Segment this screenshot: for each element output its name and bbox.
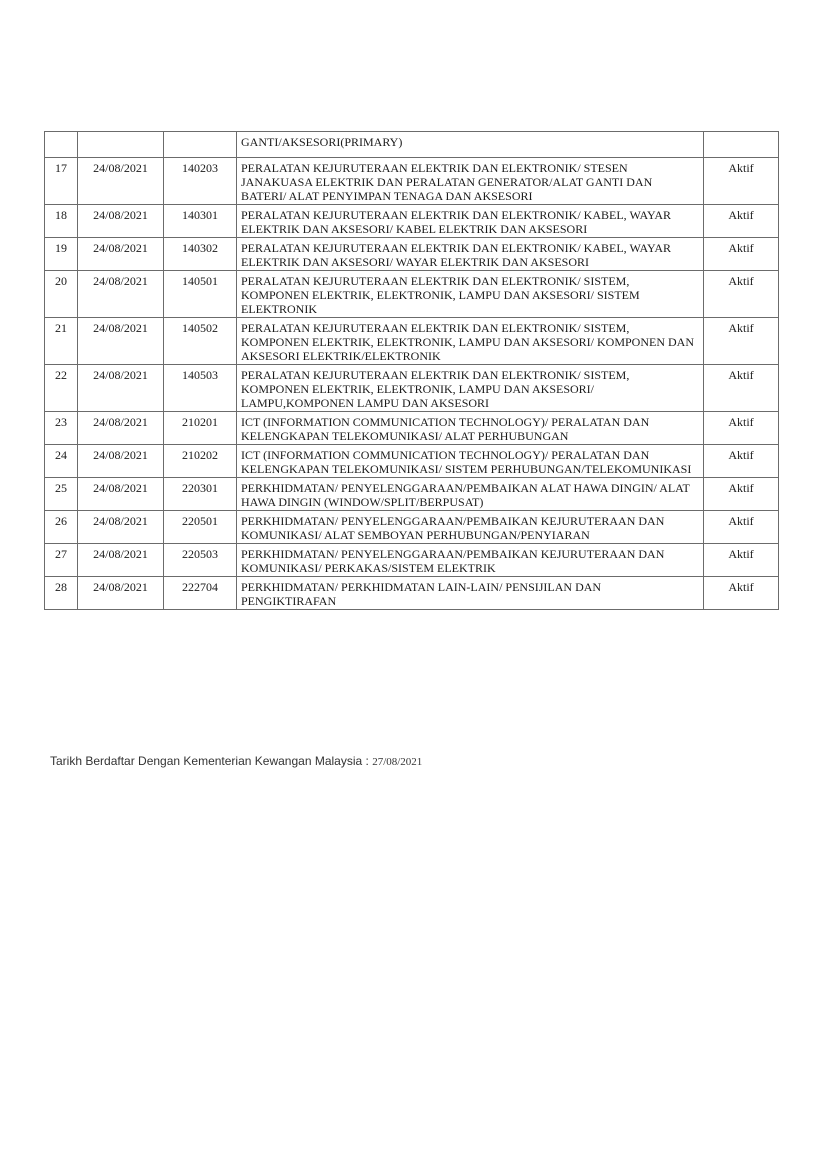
cell-description: PERKHIDMATAN/ PENYELENGGARAAN/PEMBAIKAN ALAT HAWA DINGIN/ ALAT HAWA DINGIN (WINDOW/SPLIT/BERPUSAT) [237, 478, 704, 511]
cell-no: 20 [45, 271, 78, 318]
cell-description: PERKHIDMATAN/ PERKHIDMATAN LAIN-LAIN/ PENSIJILAN DAN PENGIKTIRAFAN [237, 577, 704, 610]
cell-date: 24/08/2021 [78, 478, 164, 511]
cell-code: 140302 [164, 238, 237, 271]
cell-code: 220301 [164, 478, 237, 511]
cell-date: 24/08/2021 [78, 577, 164, 610]
cell-code: 140301 [164, 205, 237, 238]
table-row [45, 318, 779, 365]
cell-no: 27 [45, 544, 78, 577]
registration-date-value: 27/08/2021 [372, 756, 423, 768]
cell-no: 28 [45, 577, 78, 610]
cell-status: Aktif [704, 544, 779, 577]
cell-no: 24 [45, 445, 78, 478]
cell-description: GANTI/AKSESORI(PRIMARY) [237, 132, 704, 158]
cell-code: 220501 [164, 511, 237, 544]
table-row [45, 158, 779, 205]
cell-status: Aktif [704, 577, 779, 610]
table-row [45, 544, 779, 577]
cell-date: 24/08/2021 [78, 544, 164, 577]
table-row [45, 205, 779, 238]
registration-date-label: Tarikh Berdaftar Dengan Kementerian Kewangan Malaysia : [50, 754, 369, 768]
cell-description: ICT (INFORMATION COMMUNICATION TECHNOLOGY)/ PERALATAN DAN KELENGKAPAN TELEKOMUNIKASI/ ALAT PERHUBUNGAN [237, 412, 704, 445]
cell-code: 140203 [164, 158, 237, 205]
cell-date [78, 132, 164, 158]
table-row [45, 238, 779, 271]
table-row [45, 271, 779, 318]
cell-code: 220503 [164, 544, 237, 577]
cell-date: 24/08/2021 [78, 271, 164, 318]
cell-description: PERALATAN KEJURUTERAAN ELEKTRIK DAN ELEKTRONIK/ KABEL, WAYAR ELEKTRIK DAN AKSESORI/ KABEL ELEKTRIK DAN AKSESORI [237, 205, 704, 238]
cell-status: Aktif [704, 238, 779, 271]
cell-no: 17 [45, 158, 78, 205]
cell-status: Aktif [704, 412, 779, 445]
cell-description: PERKHIDMATAN/ PENYELENGGARAAN/PEMBAIKAN KEJURUTERAAN DAN KOMUNIKASI/ PERKAKAS/SISTEM ELEKTRIK [237, 544, 704, 577]
cell-no: 25 [45, 478, 78, 511]
cell-date: 24/08/2021 [78, 511, 164, 544]
cell-status: Aktif [704, 445, 779, 478]
cell-no: 18 [45, 205, 78, 238]
cell-no: 26 [45, 511, 78, 544]
cell-status: Aktif [704, 478, 779, 511]
cell-date: 24/08/2021 [78, 205, 164, 238]
cell-description: PERALATAN KEJURUTERAAN ELEKTRIK DAN ELEKTRONIK/ KABEL, WAYAR ELEKTRIK DAN AKSESORI/ WAYAR ELEKTRIK DAN AKSESORI [237, 238, 704, 271]
cell-status: Aktif [704, 271, 779, 318]
cell-code: 222704 [164, 577, 237, 610]
table-row [45, 445, 779, 478]
cell-description: ICT (INFORMATION COMMUNICATION TECHNOLOGY)/ PERALATAN DAN KELENGKAPAN TELEKOMUNIKASI/ SISTEM PERHUBUNGAN/TELEKOMUNIKASI [237, 445, 704, 478]
cell-date: 24/08/2021 [78, 365, 164, 412]
cell-date: 24/08/2021 [78, 158, 164, 205]
cell-status: Aktif [704, 158, 779, 205]
table-row [45, 577, 779, 610]
cell-status: Aktif [704, 205, 779, 238]
cell-code: 140502 [164, 318, 237, 365]
table-row-continued [45, 132, 779, 158]
cell-no: 21 [45, 318, 78, 365]
cell-description: PERALATAN KEJURUTERAAN ELEKTRIK DAN ELEKTRONIK/ STESEN JANAKUASA ELEKTRIK DAN PERALATAN GENERATOR/ALAT GANTI DAN BATERI/ ALAT PENYIMPAN TENAGA DAN AKSESORI [237, 158, 704, 205]
table-row [45, 412, 779, 445]
registration-date-line [50, 754, 422, 768]
cell-code: 140503 [164, 365, 237, 412]
cell-description: PERALATAN KEJURUTERAAN ELEKTRIK DAN ELEKTRONIK/ SISTEM, KOMPONEN ELEKTRIK, ELEKTRONIK, LAMPU DAN AKSESORI/ KOMPONEN DAN AKSESORI ELEKTRIK/ELEKTRONIK [237, 318, 704, 365]
cell-no: 19 [45, 238, 78, 271]
cell-status [704, 132, 779, 158]
cell-code [164, 132, 237, 158]
cell-status: Aktif [704, 318, 779, 365]
cell-date: 24/08/2021 [78, 238, 164, 271]
cell-date: 24/08/2021 [78, 412, 164, 445]
cell-code: 210202 [164, 445, 237, 478]
cell-date: 24/08/2021 [78, 445, 164, 478]
table-row [45, 511, 779, 544]
cell-code: 140501 [164, 271, 237, 318]
cell-description: PERALATAN KEJURUTERAAN ELEKTRIK DAN ELEKTRONIK/ SISTEM, KOMPONEN ELEKTRIK, ELEKTRONIK, LAMPU DAN AKSESORI/ SISTEM ELEKTRONIK [237, 271, 704, 318]
cell-status: Aktif [704, 365, 779, 412]
table-row [45, 478, 779, 511]
table-row [45, 365, 779, 412]
cell-description: PERKHIDMATAN/ PENYELENGGARAAN/PEMBAIKAN KEJURUTERAAN DAN KOMUNIKASI/ ALAT SEMBOYAN PERHUBUNGAN/PENYIARAN [237, 511, 704, 544]
cell-no: 22 [45, 365, 78, 412]
registration-codes-table [44, 131, 779, 610]
cell-status: Aktif [704, 511, 779, 544]
cell-date: 24/08/2021 [78, 318, 164, 365]
cell-code: 210201 [164, 412, 237, 445]
cell-description: PERALATAN KEJURUTERAAN ELEKTRIK DAN ELEKTRONIK/ SISTEM, KOMPONEN ELEKTRIK, ELEKTRONIK, LAMPU DAN AKSESORI/ LAMPU,KOMPONEN LAMPU DAN AKSESORI [237, 365, 704, 412]
cell-no [45, 132, 78, 158]
cell-no: 23 [45, 412, 78, 445]
